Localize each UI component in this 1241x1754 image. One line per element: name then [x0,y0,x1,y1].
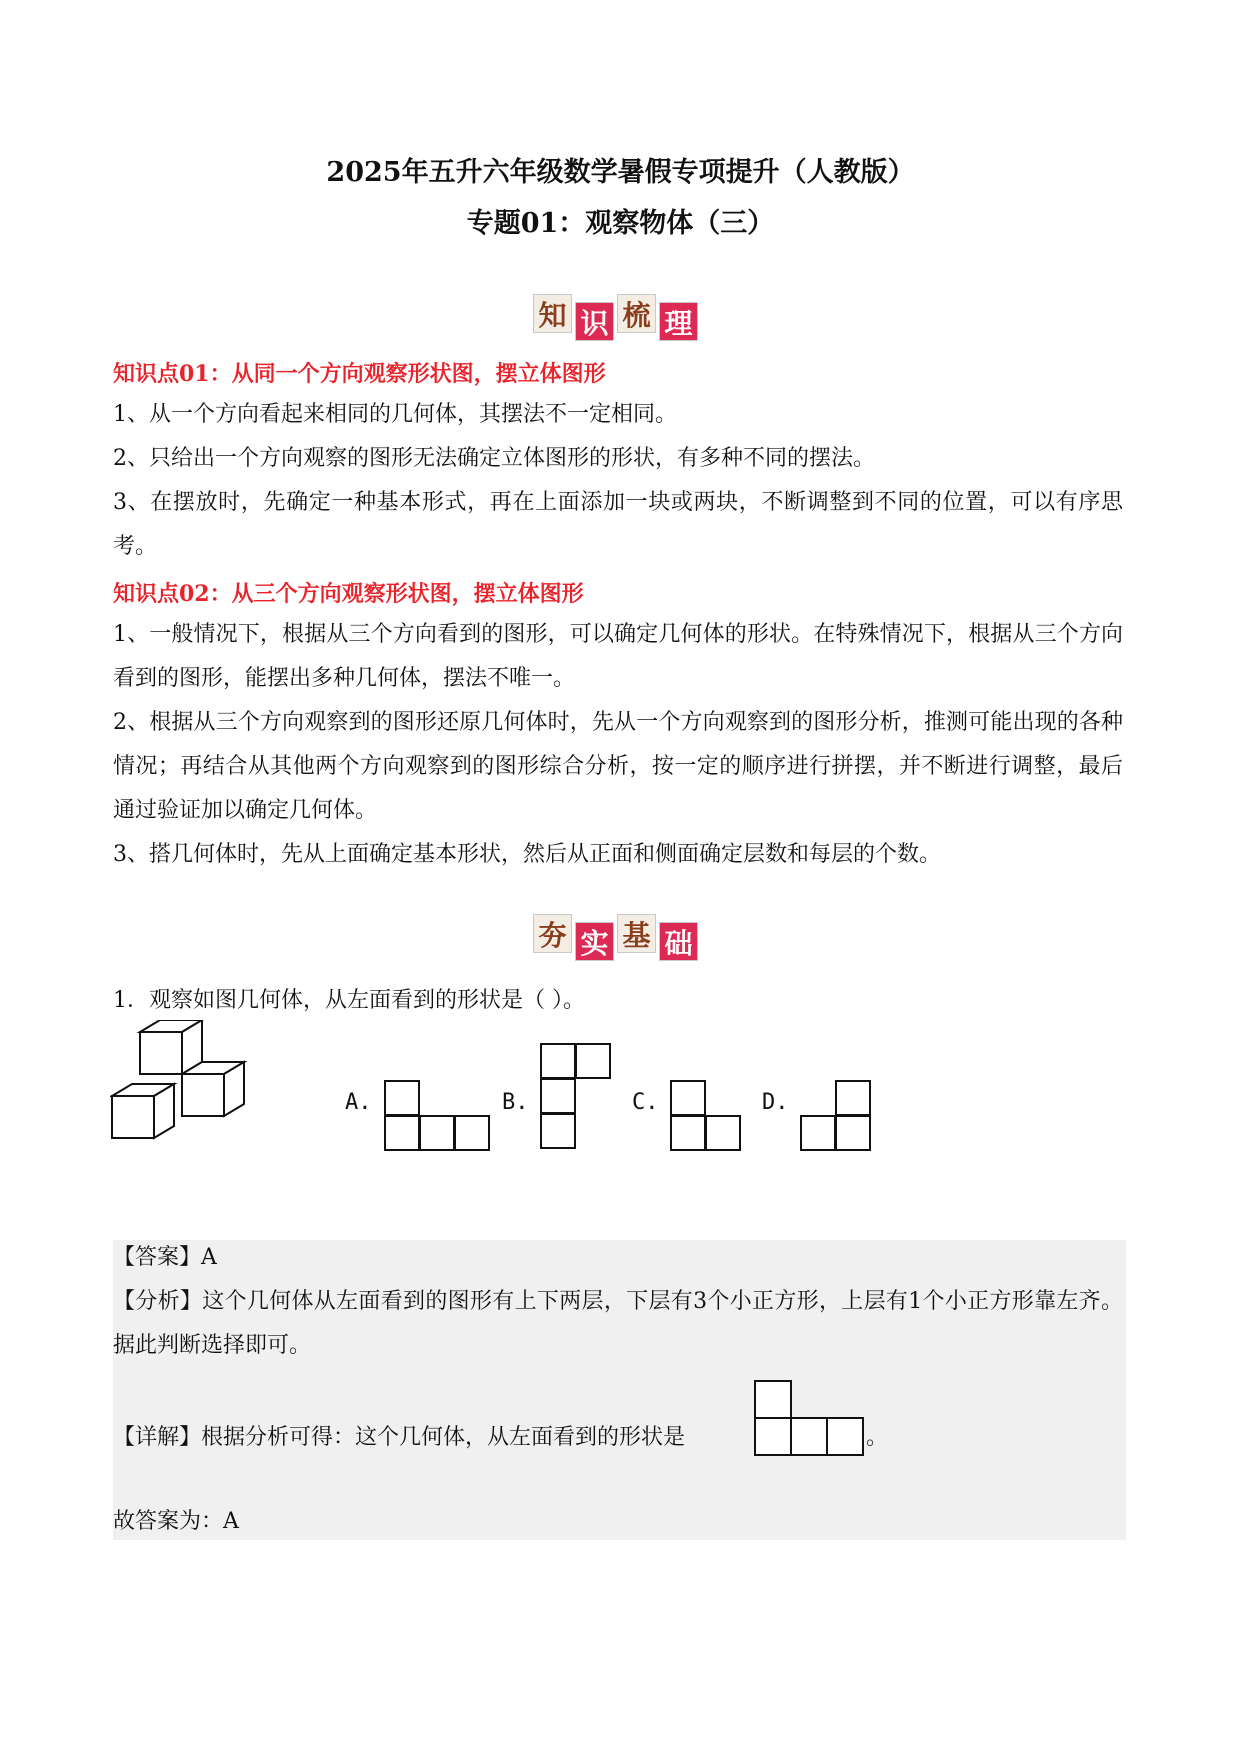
badge-char: 础 [659,922,698,961]
badge-char: 基 [617,914,656,953]
answer-line: 【答案】A [113,1245,217,1270]
badge-char: 梳 [617,294,656,333]
detail-line [113,1420,685,1451]
knowledge-item: 3、搭几何体时，先从上面确定基本形状，然后从正面和侧面确定层数和每层的个数。 [113,842,941,867]
solid-figure [110,1020,250,1160]
detail-answer-figure [754,1380,866,1456]
knowledge-item: 1、一般情况下，根据从三个方向看到的图形，可以确定几何体的形状。在特殊情况下，根据从三个方向看到的图形，能摆出多种几何体，摆法不唯一。 [113,622,1123,691]
option-c-figure[interactable] [670,1080,744,1154]
option-label-d: D. [762,1090,789,1115]
option-label-a: A. [345,1090,372,1115]
badge-char: 知 [533,294,572,333]
knowledge-item: 2、只给出一个方向观察的图形无法确定立体图形的形状，有多种不同的摆法。 [113,446,875,471]
option-label-b: B. [502,1090,529,1115]
detail-suffix: 。 [866,1425,889,1450]
section-badge-knowledge [533,298,698,341]
cube-face [112,1096,154,1138]
cube-face [140,1032,182,1074]
badge-char: 理 [659,302,698,341]
badge-char: 夯 [533,914,572,953]
knowledge-item: 3、在摆放时，先确定一种基本形式，再在上面添加一块或两块，不断调整到不同的位置，可以有序思考。 [113,490,1123,559]
badge-char: 识 [575,302,614,341]
cube-face [182,1074,224,1116]
document-title: 2025年五升六年级数学暑假专项提升（人教版） [326,157,915,188]
detail-prefix: 【详解】根据分析可得：这个几何体，从左面看到的形状是 [113,1425,686,1450]
knowledge-point-heading: 知识点02：从三个方向观察形状图，摆立体图形 [113,581,584,607]
section-badge-foundation [533,918,698,961]
question-stem: 1．观察如图几何体，从左面看到的形状是（ ）。 [113,988,585,1013]
knowledge-item: 2、根据从三个方向观察到的图形还原几何体时，先从一个方向观察到的图形分析，推测可能出现的各种情况；再结合从其他两个方向观察到的图形综合分析，按一定的顺序进行拼摆，并不断进行调整，最后通过验证加以确定几何体。 [113,710,1123,823]
knowledge-item: 1、从一个方向看起来相同的几何体，其摆法不一定相同。 [113,402,677,427]
conclusion-line: 故答案为：A [113,1509,239,1534]
badge-char: 实 [575,922,614,961]
option-a-figure[interactable] [384,1080,494,1154]
option-label-c: C. [632,1090,659,1115]
knowledge-point-heading: 知识点01：从同一个方向观察形状图，摆立体图形 [113,361,606,387]
option-d-figure[interactable] [800,1080,874,1154]
option-b-figure[interactable] [540,1043,614,1153]
document-subtitle: 专题01：观察物体（三） [466,208,775,239]
analysis-text: 【分析】这个几何体从左面看到的图形有上下两层，下层有3个小正方形，上层有1个小正方形靠左齐。据此判断选择即可。 [113,1289,1123,1358]
